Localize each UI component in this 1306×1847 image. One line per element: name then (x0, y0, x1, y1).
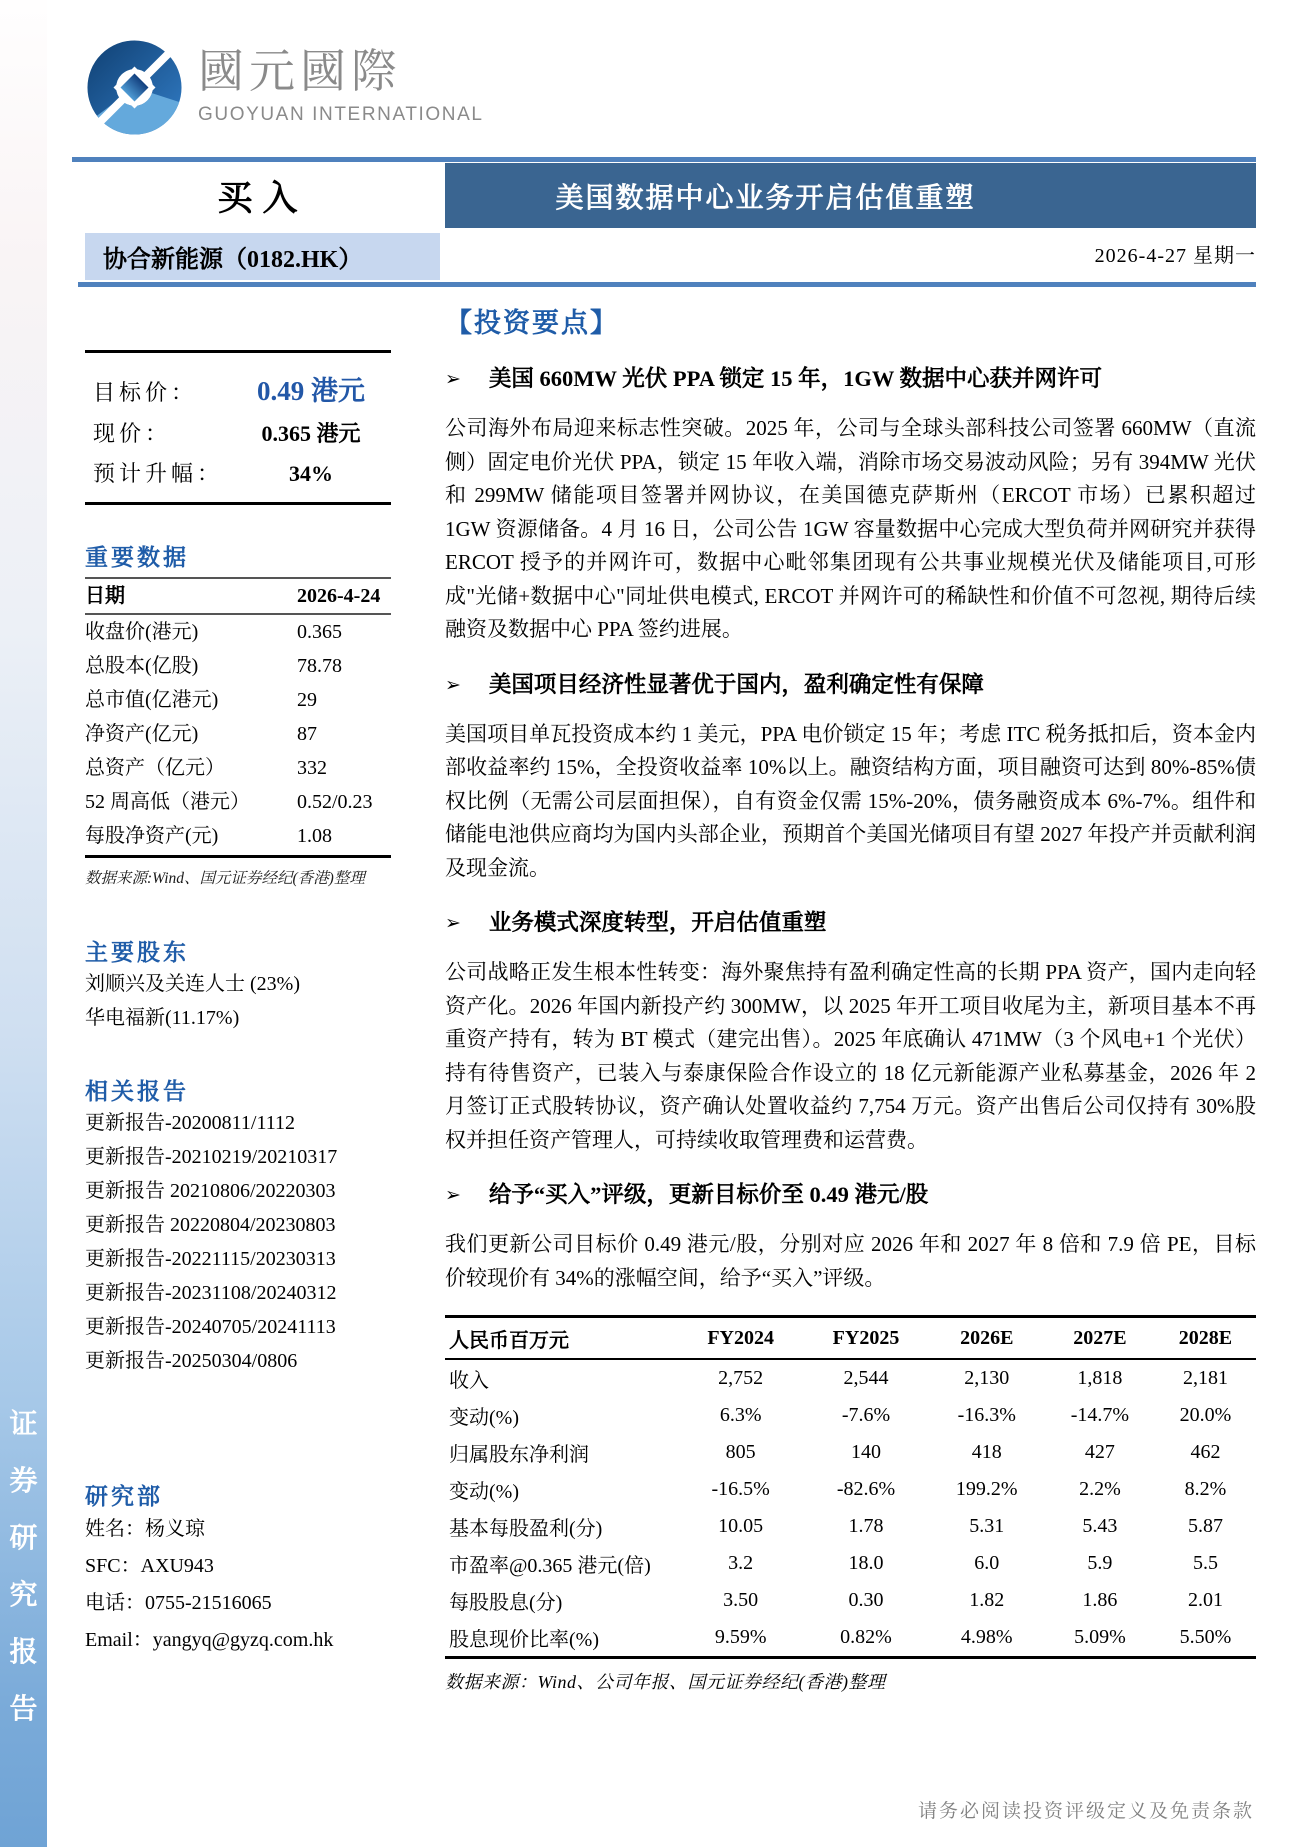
cell-value: 140 (850, 1441, 881, 1463)
list-item: 更新报告-20200811/1112 (85, 1112, 295, 1134)
section-paragraph: 公司战略正发生根本性转变：海外聚焦持有盈利确定性高的长期 PPA 资产，国内走向轻资产化。2026 年国内新投产约 300MW，以 2025 年开工项目收尾为主，新项目基本不再重资产持有，转为 BT 模式（建完出售）。2025 年底确认 471MW（3 个风电+1 个光伏）持有待售资产，已装入与泰康保险合作设立的 18 亿元新能源产业私募基金，2026 年 2 月签订正式股转协议，资产确认处置收益约 7,754 万元。资产出售后公司仅持有 30%股权并担任资产管理人，可持续收取管理费和运营费。 (445, 960, 1256, 1152)
key-data-value: 78.78 (297, 655, 342, 677)
company-logo (85, 38, 484, 137)
report-date: 2026-4-27 星期一 (1094, 245, 1256, 267)
side-strip-char: 证 (9, 1409, 38, 1440)
section-paragraph: 美国项目单瓦投资成本约 1 美元，PPA 电价锁定 15 年；考虑 ITC 税务抵扣后，资本金内部收益率约 15%，全投资收益率 10%以上。融资结构方面，项目融资可达到 80%-85%债权比例（无需公司层面担保），自有资金仅需 15%-20%，债务融资成本 6%-7%。组件和储能电池供应商均为国内头部企业，预期首个美国光储项目有望 2027 年投产并贡献利润及现金流。 (445, 721, 1256, 880)
table-row (445, 1359, 1256, 1397)
column-header: 2027E (1045, 1317, 1155, 1360)
research-dept-title: 研究部 (85, 1484, 163, 1509)
table-row (85, 579, 391, 615)
key-data-value: 87 (297, 723, 317, 745)
key-data-label: 每股净资产(元) (85, 825, 219, 847)
key-data-table (85, 579, 391, 858)
financials-table (445, 1315, 1256, 1659)
key-data-value: 0.52/0.23 (297, 791, 373, 813)
section-paragraph: 公司海外布局迎来标志性突破。2025 年，公司与全球头部科技公司签署 660MW（直流侧）固定电价光伏 PPA，锁定 15 年收入端，消除市场交易波动风险；另有 394MW 光伏和 299MW 储能项目签署并网协议，在美国德克萨斯州（ERCOT 市场）已累积超过 1GW 资源储备。4 月 16 日，公司公告 1GW 容量数据中心完成大型负荷并网研究并获得 ERCOT 授予的并网许可，数据中心毗邻集团现有公共事业规模光伏及储能项目,可形成"光储+数据中心"同址供电模式, ERCOT 并网许可的稀缺性和价值不可忽视, 期待后续融资及数据中心 PPA 签约进展。 (445, 416, 1256, 641)
arrow-bullet-icon: ➢ (445, 674, 461, 696)
row-label: 股息现价比率(%) (449, 1629, 599, 1651)
key-data-value: 2026-4-24 (297, 585, 381, 607)
disclaimer-footer: 请务必阅读投资评级定义及免责条款 (917, 1801, 1254, 1822)
section-heading-text: 业务模式深度转型，开启估值重塑 (488, 910, 827, 935)
cell-value: 5.5 (1192, 1552, 1218, 1574)
cell-value: 5.87 (1187, 1515, 1223, 1537)
row-label: 每股股息(分) (449, 1592, 563, 1614)
cell-value: 20.0% (1179, 1404, 1232, 1426)
header-rule-top (72, 157, 1256, 162)
cell-value: 18.0 (848, 1552, 884, 1574)
target-price-row (93, 369, 387, 408)
column-header: FY2025 (803, 1317, 928, 1360)
related-reports-section (85, 1073, 391, 1378)
side-strip-char: 告 (9, 1694, 38, 1725)
cell-value: 2.2% (1079, 1478, 1121, 1500)
table-row (445, 1397, 1256, 1434)
cell-value: 5.9 (1087, 1552, 1113, 1574)
table-row (85, 615, 391, 649)
column-header: 人民币百万元 (445, 1317, 678, 1360)
arrow-bullet-icon: ➢ (445, 369, 461, 390)
section-heading (445, 363, 1256, 396)
cell-value: 6.3% (719, 1404, 762, 1426)
cell-value: 0.82% (840, 1626, 892, 1648)
column-header: 2028E (1155, 1317, 1256, 1360)
column-header: 2026E (929, 1317, 1045, 1360)
row-label: 变动(%) (449, 1481, 519, 1503)
analyst-name: 姓名：杨义琼 (85, 1518, 205, 1540)
list-item: 更新报告-20210219/20210317 (85, 1146, 338, 1168)
cell-value: 5.43 (1082, 1515, 1118, 1537)
list-item: 更新报告 20220804/20230803 (85, 1214, 336, 1236)
cell-value: 2,544 (843, 1367, 889, 1389)
section-heading (445, 1179, 1256, 1212)
company-ticker: 协合新能源（0182.HK） (85, 233, 440, 280)
current-price-row (93, 417, 387, 448)
table-row (85, 751, 391, 785)
side-strip-vertical-title (0, 1402, 47, 1727)
key-data-label: 日期 (85, 585, 125, 607)
investment-highlights-title: 【投资要点】 (445, 308, 619, 338)
cell-value: 805 (725, 1441, 756, 1463)
report-title-bar: 美国数据中心业务开启估值重塑 (445, 163, 1256, 228)
cell-value: 199.2% (955, 1478, 1018, 1500)
key-data-label: 净资产(亿元) (85, 723, 199, 745)
cell-value: 9.59% (714, 1626, 767, 1648)
cell-value: 462 (1190, 1441, 1221, 1463)
table-row (85, 649, 391, 683)
price-block (85, 350, 391, 505)
cell-value: -14.7% (1070, 1404, 1130, 1426)
table-row (445, 1471, 1256, 1508)
table-row (85, 683, 391, 717)
key-data-value: 1.08 (297, 825, 332, 847)
list-item: 华电福新(11.17%) (85, 1007, 240, 1029)
key-data-label: 总资产（亿元） (85, 757, 225, 779)
table-row (445, 1508, 1256, 1545)
key-data-value: 29 (297, 689, 317, 711)
upside-row (93, 457, 387, 488)
row-label: 变动(%) (449, 1407, 519, 1429)
cell-value: 2.01 (1187, 1589, 1223, 1611)
section-heading-text: 美国项目经济性显著优于国内，盈利确定性有保障 (488, 671, 984, 697)
section-heading (445, 669, 1256, 702)
shareholders-title: 主要股东 (85, 940, 189, 965)
arrow-bullet-icon: ➢ (445, 1185, 461, 1206)
cell-value: -16.3% (957, 1404, 1016, 1426)
table-row (85, 717, 391, 751)
cell-value: -7.6% (841, 1404, 891, 1426)
key-data-section (85, 539, 391, 888)
table-row (445, 1582, 1256, 1619)
arrow-bullet-icon: ➢ (445, 913, 461, 934)
column-header: FY2024 (678, 1317, 803, 1360)
upside-label: 预计升幅： (93, 461, 224, 486)
table-row (445, 1619, 1256, 1658)
table-row (445, 1545, 1256, 1582)
cell-value: 418 (971, 1441, 1002, 1463)
list-item: 更新报告-20250304/0806 (85, 1350, 298, 1372)
list-item: 更新报告-20231108/20240312 (85, 1282, 337, 1304)
row-label: 市盈率@0.365 港元(倍) (449, 1555, 651, 1577)
row-label: 收入 (449, 1370, 489, 1392)
cell-value: 4.98% (960, 1626, 1013, 1648)
list-item: 刘顺兴及关连人士 (23%) (85, 973, 300, 995)
key-data-label: 总股本(亿股) (85, 655, 199, 677)
analyst-phone: 电话：0755-21516065 (85, 1592, 272, 1614)
cell-value: 2,181 (1182, 1367, 1228, 1389)
side-strip-char: 究 (9, 1580, 38, 1611)
list-item: 更新报告-20221115/20230313 (85, 1248, 336, 1270)
cell-value: 5.31 (969, 1515, 1005, 1537)
current-price-value: 0.365 港元 (261, 421, 361, 446)
cell-value: 5.50% (1179, 1626, 1232, 1648)
target-price-value: 0.49 港元 (257, 376, 365, 406)
cell-value: 8.2% (1184, 1478, 1227, 1500)
key-data-label: 52 周高低（港元） (85, 791, 250, 813)
rating-badge: 买入 (85, 163, 440, 228)
cell-value: 3.2 (728, 1552, 754, 1574)
key-data-value: 0.365 (297, 621, 342, 643)
cell-value: 0.30 (848, 1589, 884, 1611)
list-item: 更新报告 20210806/20220303 (85, 1180, 336, 1202)
cell-value: -16.5% (711, 1478, 770, 1500)
header-rule-bottom (78, 282, 1256, 287)
list-item: 更新报告-20240705/20241113 (85, 1316, 336, 1338)
key-data-value: 332 (297, 757, 327, 779)
section-heading (445, 907, 1256, 940)
related-reports-title: 相关报告 (85, 1079, 189, 1104)
side-strip-char: 报 (9, 1637, 38, 1668)
table-header-row (445, 1317, 1256, 1360)
cell-value: 2,752 (718, 1367, 764, 1389)
section-heading-text: 美国 660MW 光伏 PPA 锁定 15 年，1GW 数据中心获并网许可 (488, 366, 1103, 391)
main-content (445, 305, 1256, 1694)
table-row (85, 785, 391, 819)
section-heading-text: 给予“买入”评级，更新目标价至 0.49 港元/股 (488, 1182, 929, 1207)
cell-value: 2,130 (964, 1367, 1010, 1389)
side-strip-char: 券 (9, 1466, 38, 1497)
cell-value: 5.09% (1074, 1626, 1126, 1648)
table-row (85, 819, 391, 853)
table-row (445, 1434, 1256, 1471)
shareholders-section (85, 934, 391, 1035)
cell-value: 427 (1084, 1441, 1115, 1463)
brand-name-cn: 國元國際 (198, 45, 402, 97)
upside-value: 34% (289, 461, 333, 486)
target-price-label: 目标价： (93, 380, 198, 405)
cell-value: 1.86 (1082, 1589, 1118, 1611)
side-strip-char: 研 (9, 1523, 38, 1554)
key-data-title: 重要数据 (85, 545, 189, 570)
cell-value: 10.05 (718, 1515, 764, 1537)
financials-source: 数据来源：Wind、公司年报、国元证券经纪(香港)整理 (445, 1672, 886, 1692)
cell-value: 3.50 (723, 1589, 759, 1611)
row-label: 基本每股盈利(分) (449, 1518, 603, 1540)
research-dept-section (85, 1478, 391, 1659)
key-data-source: 数据来源:Wind、国元证券经纪(香港)整理 (85, 870, 365, 887)
cell-value: 1.82 (969, 1589, 1005, 1611)
analyst-sfc: SFC：AXU943 (85, 1555, 214, 1577)
current-price-label: 现价： (93, 421, 172, 446)
brand-name-en: GUOYUAN INTERNATIONAL (198, 104, 484, 125)
cell-value: 6.0 (974, 1552, 1000, 1574)
analyst-email: Email：yangyq@gyzq.com.hk (85, 1629, 334, 1651)
key-data-label: 总市值(亿港元) (85, 689, 219, 711)
cell-value: -82.6% (836, 1478, 896, 1500)
row-label: 归属股东净利润 (449, 1444, 589, 1466)
cell-value: 1,818 (1077, 1367, 1123, 1389)
left-sidebar (85, 350, 391, 1659)
guoyuan-logo-icon (85, 38, 184, 137)
section-paragraph: 我们更新公司目标价 0.49 港元/股，分别对应 2026 年和 2027 年 8 倍和 7.9 倍 PE，目标价较现价有 34%的涨幅空间，给予“买入”评级。 (445, 1232, 1256, 1290)
cell-value: 1.78 (848, 1515, 884, 1537)
key-data-label: 收盘价(港元) (85, 621, 199, 643)
